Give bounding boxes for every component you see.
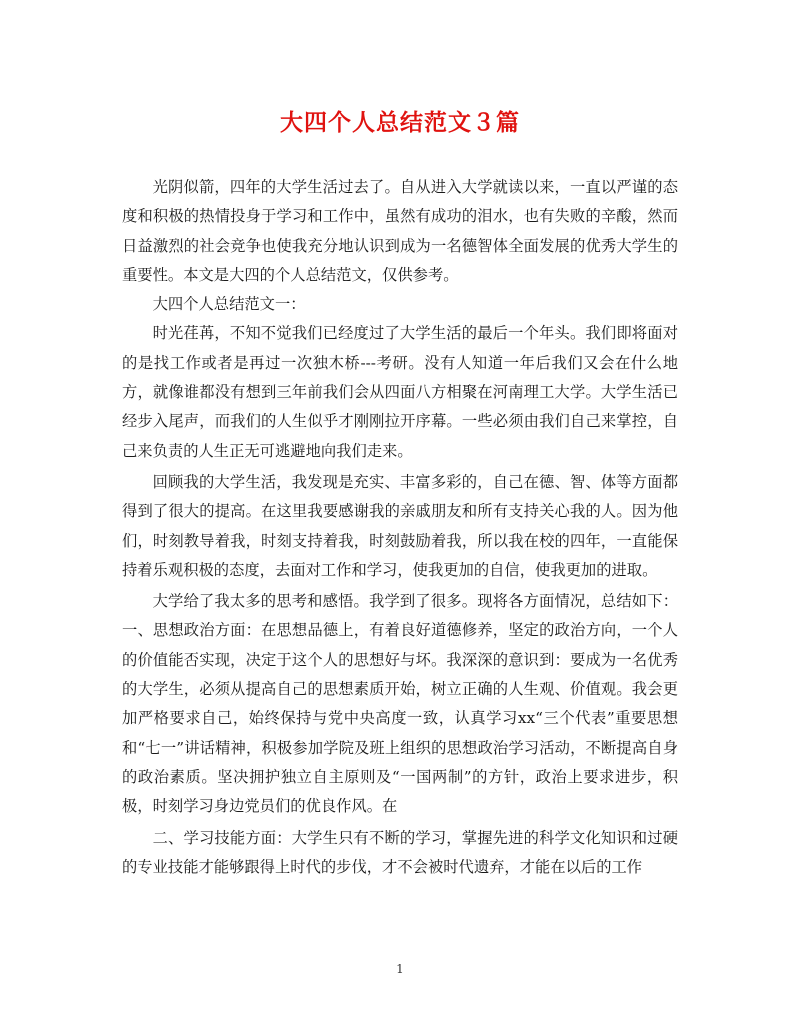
- body-paragraph: 二、学习技能方面：大学生只有不断的学习，掌握先进的科学文化知识和过硬的专业技能才能够跟得上时代的步伐，才不会被时代遗弃，才能在以后的工作: [122, 828, 678, 876]
- intro-paragraph: 光阴似箭，四年的大学生活过去了。自从进入大学就读以来，一直以严谨的态度和积极的热情投身于学习和工作中，虽然有成功的泪水，也有失败的辛酸，然而日益激烈的社会竞争也使我充分地认识到成为一名德智体全面发展的优秀大学生的重要性。本文是大四的个人总结范文，仅供参考。: [122, 178, 678, 284]
- document-body: [122, 173, 678, 882]
- page-number: 1: [396, 962, 404, 976]
- body-paragraph: 回顾我的大学生活，我发现是充实、丰富多彩的，自己在德、智、体等方面都得到了很大的提高。在这里我要感谢我的亲戚朋友和所有支持关心我的人。因为他们，时刻教导着我，时刻支持着我，时刻鼓励着我，所以我在校的四年，一直能保持着乐观积极的态度，去面对工作和学习，使我更加的自信，使我更加的进取。: [122, 472, 678, 579]
- document-title: 大四个人总结范文３篇: [280, 109, 520, 136]
- body-paragraph: 时光荏苒，不知不觉我们已经度过了大学生活的最后一个年头。我们即将面对的是找工作或者是再过一次独木桥---考研。没有人知道一年后我们又会在什么地方，就像谁都没有想到三年前我们会从四面八方相聚在河南理工大学。大学生活已经步入尾声，而我们的人生似乎才刚刚拉开序幕。一些必须由我们自己来掌控，自己来负责的人生正无可逃避地向我们走来。: [122, 324, 678, 460]
- body-paragraph: 大学给了我太多的思考和感悟。我学到了很多。现将各方面情况，总结如下：一、思想政治方面：在思想品德上，有着良好道德修养，坚定的政治方向，一个人的价值能否实现，决定于这个人的思想好与坏。我深深的意识到：要成为一名优秀的大学生，必须从提高自己的思想素质开始，树立正确的人生观、价值观。我会更加严格要求自己，始终保持与党中央高度一致，认真学习xx“三个代表”重要思想和“七一”讲话精神，积极参加学院及班上组织的思想政治学习活动，不断提高自身的政治素质。坚决拥护独立自主原则及“一国两制”的方针，政治上要求进步，积极，时刻学习身边党员们的优良作风。在: [122, 592, 678, 816]
- section-heading-one: 大四个人总结范文一：: [152, 295, 306, 314]
